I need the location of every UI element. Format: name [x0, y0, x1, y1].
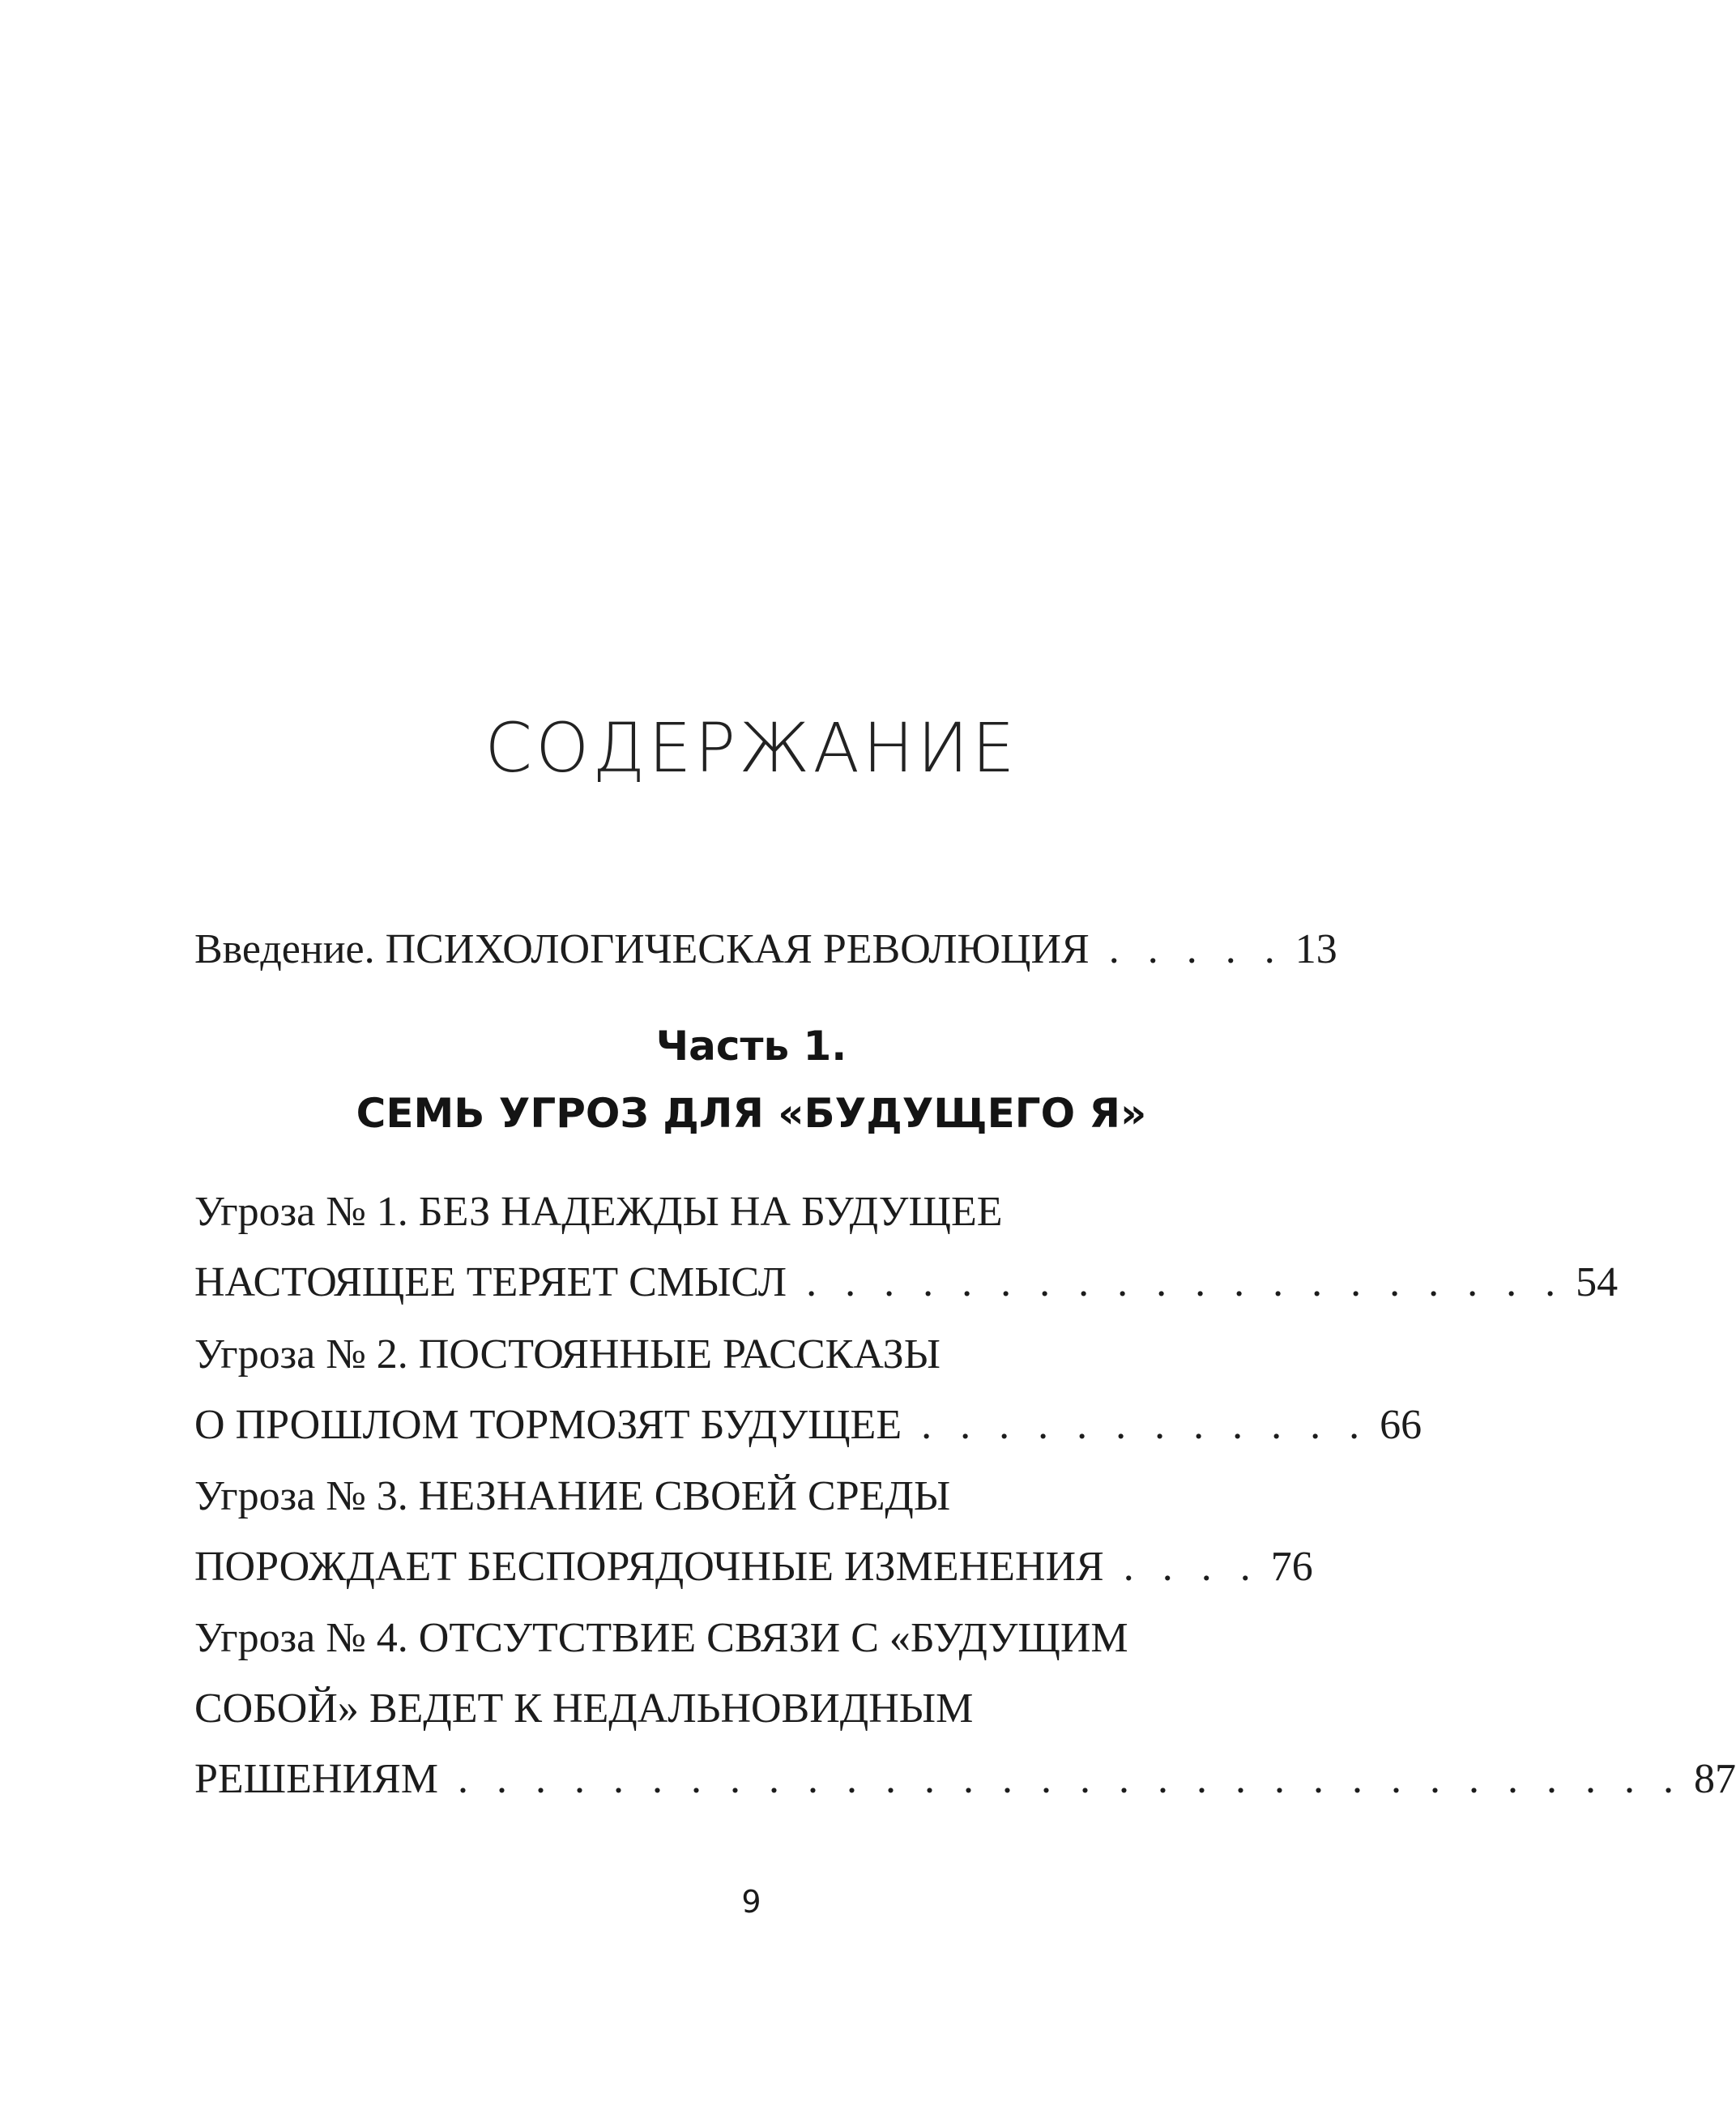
toc-entry-threat-4[interactable] [194, 1603, 1736, 1814]
part-title: СЕМЬ УГРОЗ ДЛЯ «БУДУЩЕГО Я» [356, 1090, 1147, 1137]
toc-page-number: 54 [1576, 1259, 1619, 1305]
toc-page-number: 87 [1693, 1756, 1736, 1802]
toc-line [194, 1531, 1313, 1602]
toc-entry-title: Угроза № 3. НЕЗНАНИЕ СВОЕЙ СРЕДЫ [194, 1473, 951, 1519]
toc-line [194, 1319, 1233, 1390]
toc-entry-title: Угроза № 4. ОТСУТСТВИЕ СВЯЗИ С «БУДУЩИМ [194, 1615, 1128, 1661]
toc-entry-title: Введение. ПСИХОЛОГИЧЕСКАЯ РЕВОЛЮЦИЯ [194, 926, 1090, 972]
toc-line [194, 1603, 1233, 1673]
toc-entry-threat-3[interactable] [194, 1461, 1313, 1602]
toc-line [194, 1177, 1233, 1247]
toc-line [194, 1390, 1422, 1460]
page-number: 9 [741, 1884, 761, 1920]
toc-line [194, 1673, 1233, 1744]
dot-leader: . . . . . . . . . . . . . . . . . . . . . . . . . . . . . . . . [457, 1756, 1683, 1802]
toc-entry-intro[interactable] [194, 914, 1337, 985]
dot-leader: . . . . . . . . . . . . . . . . . . . . [806, 1259, 1565, 1305]
toc-entry-title: ПОРОЖДАЕТ БЕСПОРЯДОЧНЫЕ ИЗМЕНЕНИЯ [194, 1544, 1104, 1590]
toc-entry-threat-1[interactable] [194, 1177, 1619, 1318]
toc-page-number: 13 [1295, 926, 1337, 972]
toc-entry-title: Угроза № 2. ПОСТОЯННЫЕ РАССКАЗЫ [194, 1331, 941, 1378]
toc-line [194, 1247, 1619, 1318]
toc-entry-title: НАСТОЯЩЕЕ ТЕРЯЕТ СМЫСЛ [194, 1259, 787, 1305]
part-number: Часть 1. [655, 1023, 847, 1070]
toc-entry-title: Угроза № 1. БЕЗ НАДЕЖДЫ НА БУДУЩЕЕ [194, 1189, 1003, 1235]
toc-entry-title: РЕШЕНИЯМ [194, 1756, 438, 1802]
toc-entry-threat-2[interactable] [194, 1319, 1422, 1460]
toc-entry-title: СОБОЙ» ВЕДЕТ К НЕДАЛЬНОВИДНЫМ [194, 1685, 974, 1732]
toc-line [194, 914, 1337, 985]
toc-line [194, 1461, 1233, 1531]
toc-entry-title: О ПРОШЛОМ ТОРМОЗЯТ БУДУЩЕЕ [194, 1402, 902, 1448]
toc-line [194, 1744, 1736, 1814]
dot-leader: . . . . . [1108, 926, 1284, 972]
toc-page-number: 76 [1270, 1544, 1313, 1590]
part-heading [0, 1013, 1503, 1147]
dot-leader: . . . . . . . . . . . . [921, 1402, 1369, 1448]
dot-leader: . . . . [1123, 1544, 1260, 1590]
toc-page-number: 66 [1380, 1402, 1422, 1448]
contents-heading: СОДЕРЖАНИЕ [484, 708, 1018, 788]
